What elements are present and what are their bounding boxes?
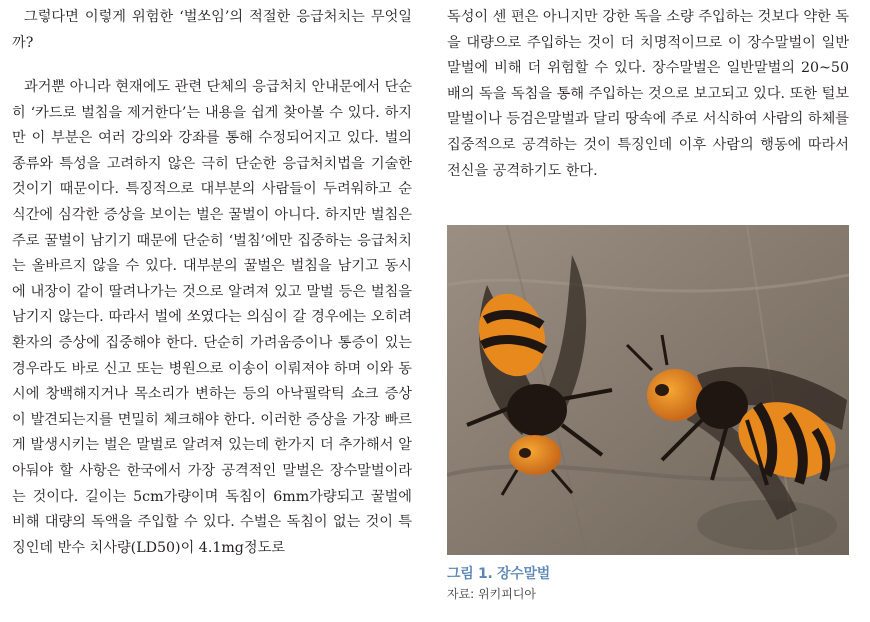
- paragraph-question: 그렇다면 이렇게 위험한 ‘벌쏘임’의 적절한 응급처치는 무엇일까?: [12, 9, 412, 51]
- figure-source: 자료: 위키피디아: [447, 587, 537, 601]
- figure-caption: 그림 1. 장수말벌: [447, 566, 550, 582]
- paragraph-hornet-venom: 독성이 센 편은 아니지만 강한 독을 소량 주입하는 것보다 약한 독을 대량으로 주입하는 것이 더 치명적이므로 이 장수말벌이 일반말벌에 비해 더 위험할 수 있다. 장수말벌은 일반말벌의 20~50배의 독을 독침을 통해 주입하는 것으로 보고되고 있다. 또한 털보말벌이나 등검은말벌과 달리 땅속에 주로 서식하여 사람의 하체를 집중적으로 공격하는 것이 특징인데 이후 사람의 행동에 따라서 전신을 공격하기도 한다.: [447, 9, 849, 179]
- hornet-photo: [447, 225, 849, 555]
- paragraph-first-aid: 과거뿐 아니라 현재에도 관련 단체의 응급처치 안내문에서 단순히 ‘카드로 벌침을 제거한다’는 내용을 쉽게 찾아볼 수 있다. 하지만 이 부분은 여러 강의와 강좌를 통해 수정되어지고 있다. 벌의 종류와 특성을 고려하지 않은 극히 단순한 응급처치법을 기술한 것이기 때문이다. 특징적으로 대부분의 사람들이 두려워하고 순식간에 심각한 증상을 보이는 벌은 꿀벌이 아니다. 하지만 벌침은 주로 꿀벌이 남기기 때문에 단순히 ‘벌침’에만 집중하는 응급처치는 올바르지 않을 수 있다. 대부분의 꿀벌은 벌침을 남기고 동시에 내장이 같이 딸려나가는 것으로 알려져 있고 말벌 등은 벌침을 남기지 않는다. 따라서 벌에 쏘였다는 의심이 갈 경우에는 오히려 환자의 증상에 집중해야 한다. 단순히 가려움증이나 통증이 있는 경우라도 바로 신고 또는 병원으로 이송이 이뤄져야 하며 이와 동시에 창백해지거나 목소리가 변하는 등의 아낙필락틱 쇼크 증상이 발견되는지를 면밀히 체크해야 한다. 이러한 증상을 가장 빠르게 발생시키는 벌은 말벌로 알려져 있는데 한가지 더 추가해서 알아둬야 할 사항은 한국에서 가장 공격적인 말벌은 장수말벌이라는 것이다. 길이는 5cm가량이며 독침이 6mm가량되고 꿀벌에 비해 대량의 독액을 주입할 수 있다. 수벌은 독침이 없는 것이 특징인데 반수 치사량(LD50)이 4.1mg정도로: [12, 79, 412, 556]
